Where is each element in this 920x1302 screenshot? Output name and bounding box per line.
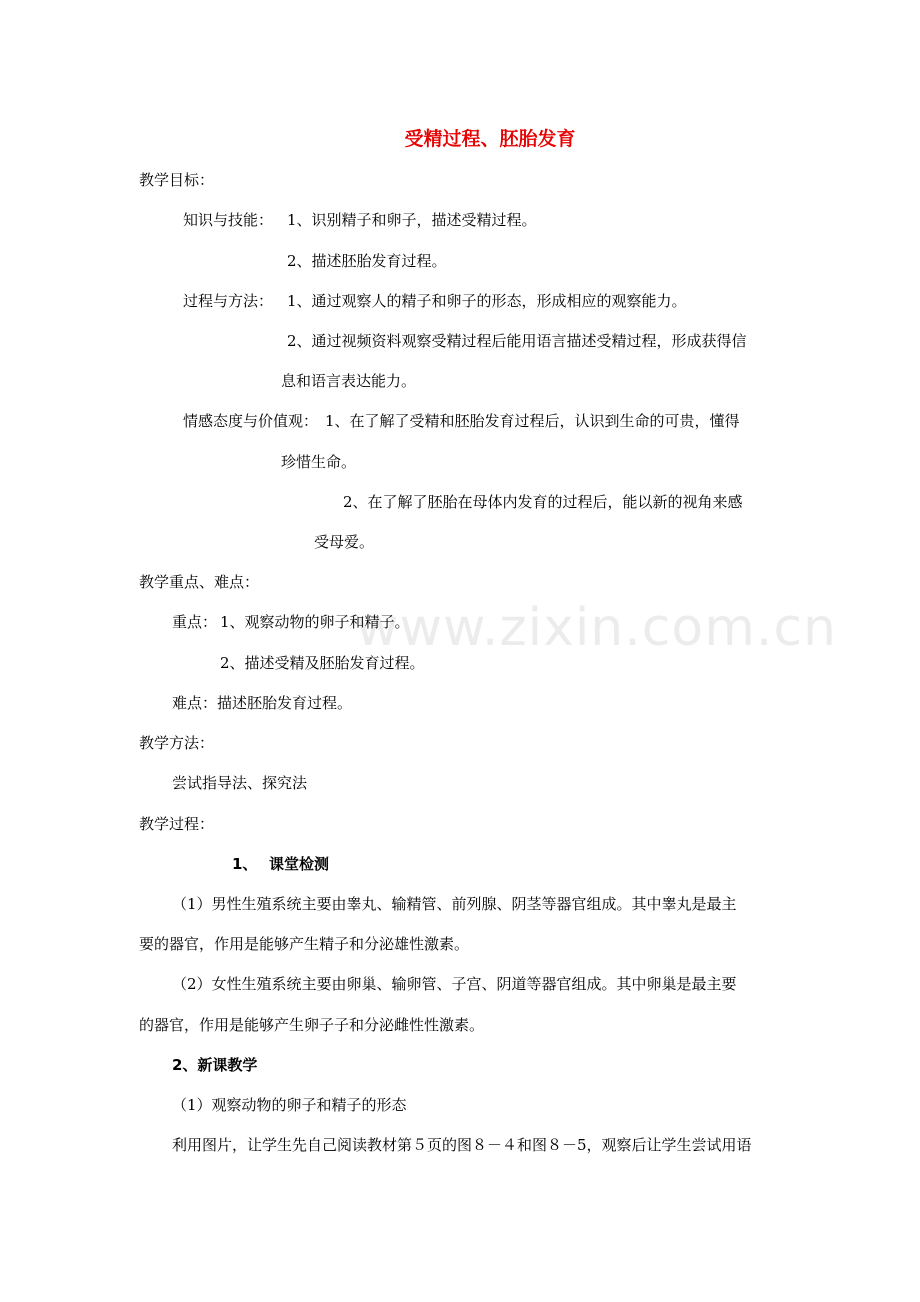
step2-title: 2、新课教学 xyxy=(172,1056,258,1074)
document-title: 受精过程、胚胎发育 xyxy=(404,128,576,150)
emotion-item-1-line-1: 1、在了解了受精和胚胎发育过程后，认识到生命的可贵，懂得 xyxy=(325,412,740,430)
emotion-item-2-line-2: 受母爱。 xyxy=(314,533,375,551)
key-points-heading: 教学重点、难点： xyxy=(139,573,260,591)
emotion-label: 情感态度与价值观： xyxy=(183,412,319,430)
emotion-item-2-line-1: 2、在了解了胚胎在母体内发育的过程后，能以新的视角来感 xyxy=(343,493,743,511)
step1-number: 1、 xyxy=(232,855,258,873)
question-1-line-1: （1）男性生殖系统主要由睾丸、输精管、前列腺、阴茎等器官组成。其中睾丸是最主 xyxy=(172,895,737,913)
emotion-item-1-line-2: 珍惜生命。 xyxy=(281,453,357,471)
methods-text: 尝试指导法、探究法 xyxy=(172,774,308,792)
knowledge-label: 知识与技能： xyxy=(183,211,274,229)
step1-title: 课堂检测 xyxy=(269,855,330,873)
key-item-2: 2、描述受精及胚胎发育过程。 xyxy=(220,654,425,672)
process-item-2-line-2: 息和语言表达能力。 xyxy=(281,372,417,390)
paragraph: 利用图片，让学生先自己阅读教材第５页的图８－４和图８－5，观察后让学生尝试用语 xyxy=(172,1136,752,1154)
goals-heading: 教学目标： xyxy=(139,171,215,189)
methods-heading: 教学方法： xyxy=(139,734,215,752)
question-2-line-2: 的器官，作用是能够产生卵子子和分泌雌性性激素。 xyxy=(139,1016,485,1034)
watermark: www.zixin.com.cn xyxy=(356,598,837,658)
process-item-1: 1、通过观察人的精子和卵子的形态，形成相应的观察能力。 xyxy=(287,292,687,310)
key-label: 重点： xyxy=(172,613,218,631)
knowledge-item-1: 1、识别精子和卵子，描述受精过程。 xyxy=(287,211,537,229)
process-label: 过程与方法： xyxy=(183,292,274,310)
key-item-1: 1、观察动物的卵子和精子。 xyxy=(220,613,410,631)
process-heading: 教学过程： xyxy=(139,815,215,833)
difficulty-line: 难点：描述胚胎发育过程。 xyxy=(172,694,353,712)
knowledge-item-2: 2、描述胚胎发育过程。 xyxy=(287,252,447,270)
process-item-2-line-1: 2、通过视频资料观察受精过程后能用语言描述受精过程，形成获得信 xyxy=(287,332,747,350)
question-1-line-2: 要的器官，作用是能够产生精子和分泌雄性激素。 xyxy=(139,935,470,953)
question-2-line-1: （2）女性生殖系统主要由卵巢、输卵管、子宫、阴道等器官组成。其中卵巢是最主要 xyxy=(172,975,737,993)
sub-section-1: （1）观察动物的卵子和精子的形态 xyxy=(172,1096,407,1114)
